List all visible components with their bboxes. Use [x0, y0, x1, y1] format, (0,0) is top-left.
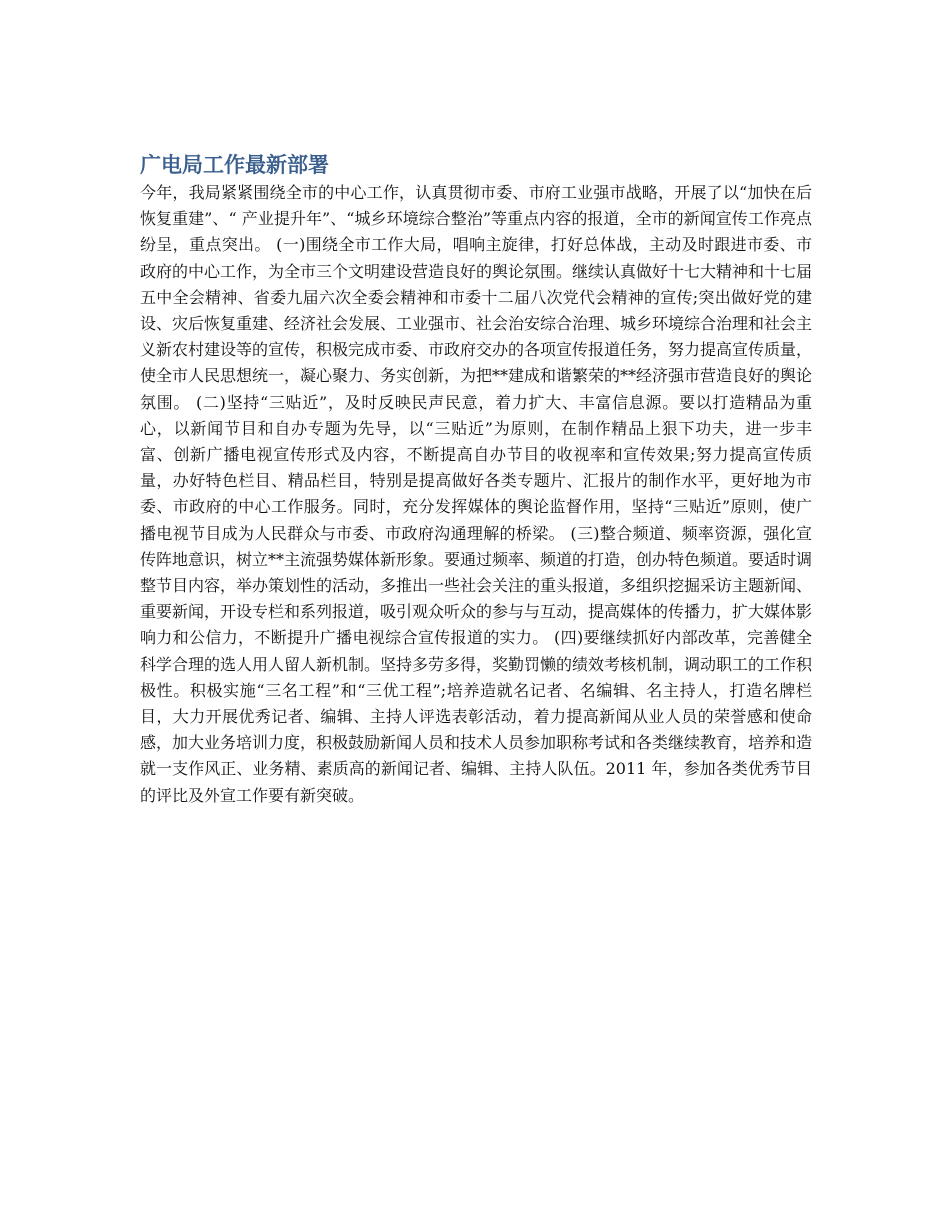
document-title: 广电局工作最新部署	[140, 153, 329, 177]
document-body-paragraph: 今年，我局紧紧围绕全市的中心工作，认真贯彻市委、市府工业强市战略，开展了以“加快在后恢复重建”、“ 产业提升年”、“城乡环境综合整治”等重点内容的报道，全市的新闻宣传工作亮点纷呈，重点突出。 (一)围绕全市工作大局，唱响主旋律，打好总体战，主动及时跟进市委、市政府的中心工作，为全市三个文明建设营造良好的舆论氛围。继续认真做好十七大精神和十七届五中全会精神、省委九届六次全委会精神和市委十二届八次党代会精神的宣传;突出做好党的建设、灾后恢复重建、经济社会发展、工业强市、社会治安综合治理、城乡环境综合治理和社会主义新农村建设等的宣传，积极完成市委、市政府交办的各项宣传报道任务，努力提高宣传质量，使全市人民思想统一，凝心聚力、务实创新，为把**建成和谐繁荣的**经济强市营造良好的舆论氛围。 (二)坚持“三贴近”，及时反映民声民意，着力扩大、丰富信息源。要以打造精品为重心，以新闻节目和自办专题为先导，以“三贴近”为原则，在制作精品上狠下功夫，进一步丰富、创新广播电视宣传形式及内容，不断提高自办节目的收视率和宣传效果;努力提高宣传质量，办好特色栏目、精品栏目，特别是提高做好各类专题片、汇报片的制作水平，更好地为市委、市政府的中心工作服务。同时，充分发挥媒体的舆论监督作用，坚持“三贴近”原则，使广播电视节目成为人民群众与市委、市政府沟通理解的桥梁。 (三)整合频道、频率资源，强化宣传阵地意识，树立**主流强势媒体新形象。要通过频率、频道的打造，创办特色频道。要适时调整节目内容，举办策划性的活动，多推出一些社会关注的重头报道，多组织挖掘采访主题新闻、重要新闻，开设专栏和系列报道，吸引观众听众的参与与互动，提高媒体的传播力，扩大媒体影响力和公信力，不断提升广播电视综合宣传报道的实力。 (四)要继续抓好内部改革，完善健全科学合理的选人用人留人新机制。坚持多劳多得，奖勤罚懒的绩效考核机制，调动职工的工作积极性。积极实施“三名工程”和“三优工程”;培养造就名记者、名编辑、名主持人，打造名牌栏目，大力开展优秀记者、编辑、主持人评选表彰活动，着力提高新闻从业人员的荣誉感和使命感，加大业务培训力度，积极鼓励新闻人员和技术人员参加职称考试和各类继续教育，培养和造就一支作风正、业务精、素质高的新闻记者、编辑、主持人队伍。2011 年，参加各类优秀节目的评比及外宣工作要有新突破。	[140, 183, 813, 805]
